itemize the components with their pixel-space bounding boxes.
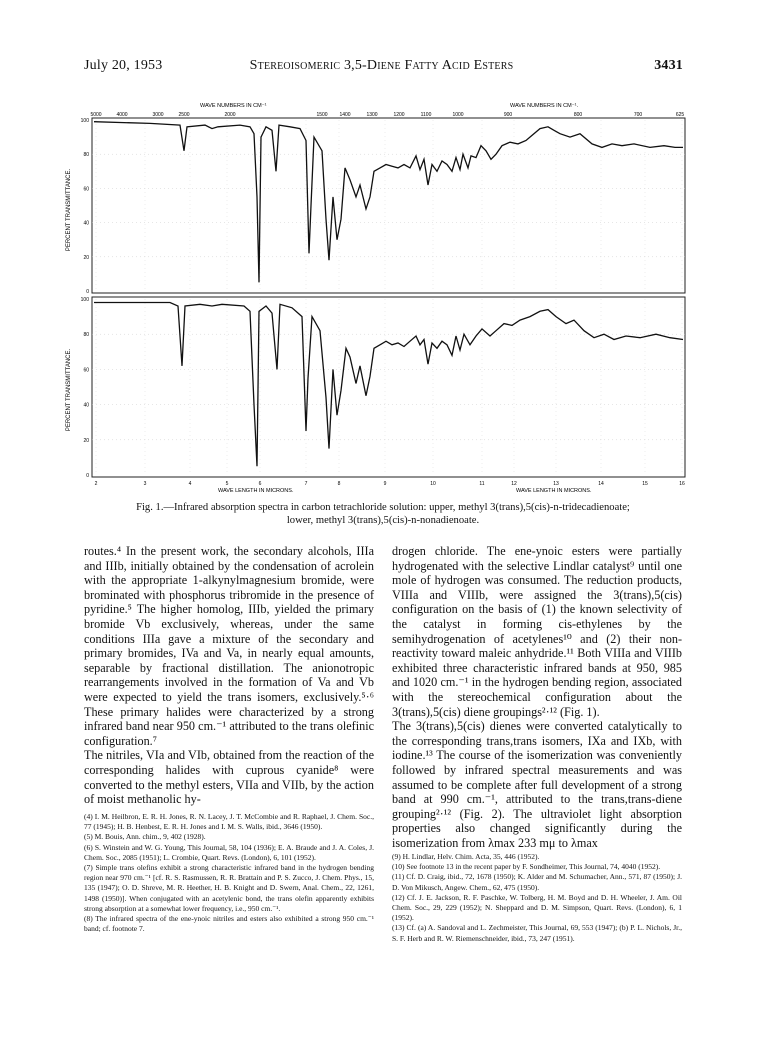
top-tick: 900	[503, 112, 513, 118]
bottom-tick: 5	[225, 481, 229, 487]
y-tick: 40	[83, 402, 89, 409]
bottom-tick: 4	[188, 481, 192, 487]
top-tick: 700	[633, 112, 643, 118]
y-tick: 0	[86, 289, 89, 295]
footnote: (6) S. Winstein and W. G. Young, This Journal, 58, 104 (1936); E. A. Braude and J. A. Coles, J. Chem. Soc., 2085 (1951); L. Crombie, Quart. Revs. (London), 6, 101 (1952).	[84, 842, 374, 862]
y-tick: 60	[83, 186, 89, 193]
bottom-tick: 8	[337, 481, 341, 487]
lower-spectrum-trace	[94, 303, 683, 467]
upper-spectrum-trace	[94, 122, 683, 283]
running-header-title: Stereoisomeric 3,5-Diene Fatty Acid Esters	[249, 58, 514, 73]
top-tick: 800	[573, 112, 583, 118]
y-tick: 80	[83, 332, 89, 339]
bottom-wavelength-label-right: WAVE LENGTH IN MICRONS.	[516, 488, 592, 494]
y-tick: 20	[83, 254, 89, 261]
caption-line-2: lower, methyl 3(trans),5(cis)-n-nonadienoate.	[286, 515, 480, 526]
top-tick: 2500	[178, 112, 190, 118]
upper-y-axis-label: PERCENT TRANSMITTANCE.	[66, 168, 72, 252]
y-tick: 40	[83, 220, 89, 227]
top-tick: 2000	[224, 112, 236, 118]
top-tick: 1100	[420, 112, 432, 118]
y-tick: 20	[83, 437, 89, 444]
bottom-tick-labels	[95, 481, 685, 487]
body-text-left-column	[84, 544, 374, 807]
footnotes-right	[392, 852, 682, 944]
top-tick: 1200	[393, 112, 405, 118]
footnote: (5) M. Bouis, Ann. chim., 9, 402 (1928).	[84, 832, 206, 842]
bottom-tick: 3	[143, 481, 147, 487]
top-tick: 1500	[316, 112, 328, 118]
top-tick: 625	[675, 112, 685, 118]
running-header-date: July 20, 1953	[84, 58, 163, 73]
lower-spectrum-panel	[66, 297, 685, 479]
y-tick: 100	[80, 118, 89, 124]
footnotes-left	[84, 812, 374, 934]
right-column-text: drogen chloride. The ene-ynoic esters were partially hydrogenated with the selective Lindlar catalyst⁹ until one mole of hydrogen was consumed. The reduction products, VIIIa and VIIIb, were assigned the 3(trans),5(cis) configuration on the basis of (1) the known selectivity of the catalyst in forming cis-ethylenes by the semihydrogenation of acetylenes¹⁰ and (2) their non-reactivity toward maleic anhydride.¹¹ Both VIIIa and VIIIb exhibited three characteristic infrared bands at 950, 985 and 1020 cm.⁻¹ in the hydrogen bending region, associated with the stereochemical configuration about the 3(trans),5(cis) diene groupings²·¹² (Fig. 1). The 3(trans),5(cis) dienes were converted catalytically to the corresponding trans,trans isomers, IXa and IXb, with iodine.¹³ The course of the isomerization was conveniently followed by infrared spectral measurements and was assumed to be complete after full development of a strong band at 990 cm.⁻¹, attributed to the trans,trans-diene grouping²·¹² (Fig. 2). The ultraviolet light absorption properties also changed significantly during the isomerization from λmax 233 mμ to λmax	[392, 544, 682, 850]
y-tick: 60	[83, 367, 89, 374]
bottom-tick: 9	[383, 481, 387, 487]
footnote: (4) I. M. Heilbron, E. R. H. Jones, R. N. Lacey, J. T. McCombie and R. Raphael, J. Chem. Soc., 77 (1945); H. B. Henbest, E. R. H. Jones and I. M. S. Walls, ibid., 3646 (1950).	[84, 812, 374, 832]
bottom-tick: 15	[642, 481, 648, 487]
left-column-text: routes.⁴ In the present work, the secondary alcohols, IIIa and IIIb, initially obtained by the condensation of acrolein with the appropriate 1-alkynylmagnesium bromide, were brominated with phosphorus tribromide in the presence of pyridine.⁵ The higher homolog, IIIb, yielded the primary bromide Vb exclusively, whereas, under the same conditions IIIa gave a mixture of the secondary and primary bromides, IVa and Va, in nearly equal amounts, separable by fractional distillation. The anionotropic rearrangements involved in the formation of Va and Vb were expected to yield the trans isomers, exclusively.⁵·⁶ These primary halides were characterized by a strong infrared band near 950 cm.⁻¹ attributed to the trans olefinic configuration.⁷ The nitriles, VIa and VIb, obtained from the reaction of the corresponding halides with cuprous cyanide⁸ were converted to the methyl esters, VIIa and VIIb, by the action of moist methanolic hy-	[84, 544, 374, 807]
footnote: (7) Simple trans olefins exhibit a strong characteristic infrared band in the hydrogen bending region near 970 cm.⁻¹ [cf. R. S. Rasmussen, R. R. Brattain and P. S. Zucco, J. Chem. Phys., 15, 135 (1947); O. D. Shreve, M. R. Heether, H. B. Knight and D. Swern, Anal. Chem., 22, 1261, 1498 (1950)]. When conjugated with an acetylenic bond, the trans olefin apparently exhibits strong absorption at a somewhat lower frequency, i.e., 950 cm.⁻¹.	[84, 863, 374, 913]
top-wavenumber-label-right: WAVE NUMBERS IN CM⁻¹.	[510, 103, 578, 109]
top-wavenumber-label-left: WAVE NUMBERS IN CM⁻¹	[200, 103, 267, 109]
top-tick: 1400	[339, 112, 351, 118]
footnote: (11) Cf. D. Craig, ibid., 72, 1678 (1950); K. Alder and M. Schumacher, Ann., 571, 87 (1950); J. D. Von Mikusch, Angew. Chem., 62, 475 (1950).	[392, 872, 682, 892]
bottom-tick: 6	[258, 481, 262, 487]
bottom-tick: 2	[94, 481, 98, 487]
page-number: 3431	[654, 58, 683, 73]
upper-spectrum-panel	[66, 118, 685, 295]
figure-caption	[84, 501, 682, 527]
top-tick-labels	[90, 112, 684, 118]
footnote: (13) Cf. (a) A. Sandoval and L. Zechmeister, This Journal, 69, 553 (1947); (b) P. L. Nichols, Jr., S. F. Herb and R. W. Riemenschneider, ibid., 73, 247 (1951).	[392, 923, 682, 943]
bottom-tick: 16	[679, 481, 685, 487]
top-tick: 1300	[366, 112, 378, 118]
y-tick: 0	[86, 473, 89, 479]
top-tick: 5000	[90, 112, 102, 118]
top-tick: 1000	[452, 112, 464, 118]
lower-y-axis-label: PERCENT TRANSMITTANCE.	[66, 348, 72, 432]
infrared-spectra-figure	[0, 0, 763, 500]
bottom-tick: 11	[479, 481, 485, 487]
bottom-tick: 12	[511, 481, 517, 487]
top-tick: 3000	[152, 112, 164, 118]
bottom-tick: 10	[430, 481, 436, 487]
y-tick: 80	[83, 152, 89, 159]
bottom-wavelength-label-left: WAVE LENGTH IN MICRONS.	[218, 488, 294, 494]
caption-line-1: Fig. 1.—Infrared absorption spectra in carbon tetrachloride solution: upper, methyl 3(trans),5(cis)-n-tridecadienoate;	[136, 502, 630, 513]
footnote: (8) The infrared spectra of the ene-ynoic nitriles and esters also exhibited a strong 950 cm.⁻¹ band; cf. footnote 7.	[84, 914, 374, 934]
footnote: (12) Cf. J. E. Jackson, R. F. Paschke, W. Tolberg, H. M. Boyd and D. H. Wheeler, J. Am. Oil Chem. Soc., 29, 229 (1952); N. Sheppard and D. M. Simpson, Quart. Revs. (London), 6, 1 (1952).	[392, 892, 682, 923]
body-text-right-column	[392, 544, 682, 850]
top-tick: 4000	[116, 112, 128, 118]
y-tick: 100	[80, 297, 89, 303]
bottom-tick: 14	[598, 481, 604, 487]
footnote: (10) See footnote 13 in the recent paper by F. Sondheimer, This Journal, 74, 4040 (1952).	[392, 862, 661, 872]
footnote: (9) H. Lindlar, Helv. Chim. Acta, 35, 446 (1952).	[392, 852, 540, 861]
bottom-tick: 13	[553, 481, 559, 487]
bottom-tick: 7	[304, 481, 308, 487]
